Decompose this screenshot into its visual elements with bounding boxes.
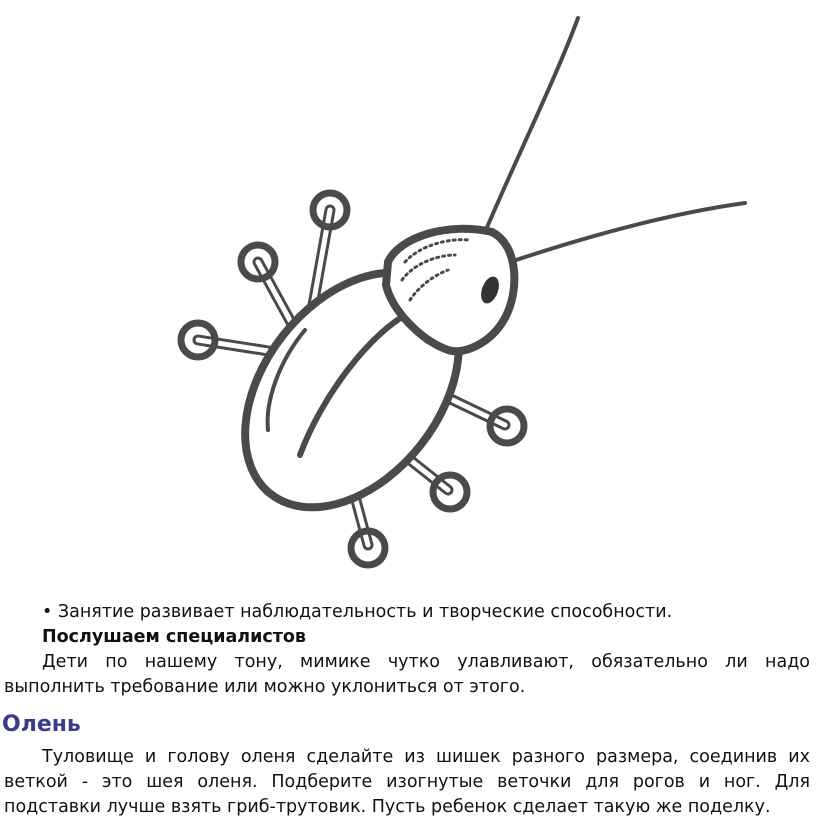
- bullet-text: • Занятие развивает наблюдательность и творческие способности.: [42, 602, 673, 622]
- cockroach-drawing-icon: [150, 10, 790, 590]
- paragraph-2-line-2: веткой - это шея оленя. Подберите изогнутые веточки для рогов и ног. Для: [4, 772, 810, 792]
- section-title: Олень: [2, 712, 81, 737]
- paragraph-2-line-3: подставки лучше взять гриб-трутовик. Пусть ребенок сделает такую же поделку.: [4, 797, 771, 817]
- paragraph-1-line-1: Дети по нашему тону, мимике чутко улавливают, обязательно ли надо: [42, 652, 810, 672]
- specialists-heading: Послушаем специалистов: [42, 627, 306, 647]
- paragraph-1-line-2: выполнить требование или можно уклониться от этого.: [4, 677, 526, 697]
- paragraph-2-line-1: Туловище и голову оленя сделайте из шишек разного размера, соединив их: [42, 747, 810, 767]
